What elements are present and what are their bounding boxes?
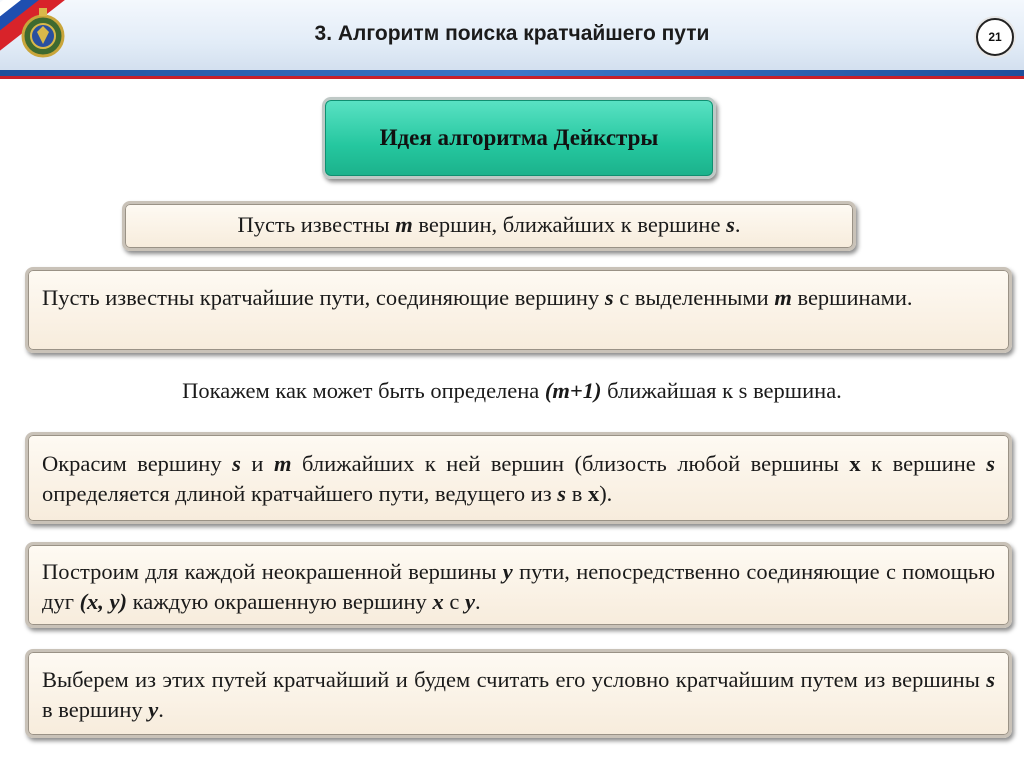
- plain-text-line: Покажем как может быть определена (m+1) ближайшая к s вершина.: [182, 378, 842, 403]
- idea-heading-label: Идея алгоритма Дейкстры: [379, 125, 659, 150]
- idea-heading-box: [322, 97, 716, 179]
- text-box-4: Построим для каждой неокрашенной вершины y пути, непосредственно соединяющие с помощью дуг (x, y) каждую окрашенную вершину x с y.: [25, 542, 1012, 628]
- text-box-1: Пусть известны m вершин, ближайших к вершине s.: [122, 201, 856, 251]
- header-bar: [0, 0, 1024, 78]
- header-stripe-red: [0, 76, 1024, 79]
- text-box-5: Выберем из этих путей кратчайший и будем считать его условно кратчайшим путем из вершины s в вершину y.: [25, 649, 1012, 738]
- page-title: 3. Алгоритм поиска кратчайшего пути: [314, 22, 710, 45]
- text-box-3: Окрасим вершину s и m ближайших к ней вершин (близость любой вершины x к вершине s определяется длиной кратчайшего пути, ведущего из s в x).: [25, 432, 1012, 524]
- page-number-badge: 21: [976, 18, 1014, 56]
- text-box-2: Пусть известны кратчайшие пути, соединяющие вершину s с выделенными m вершинами.: [25, 267, 1012, 353]
